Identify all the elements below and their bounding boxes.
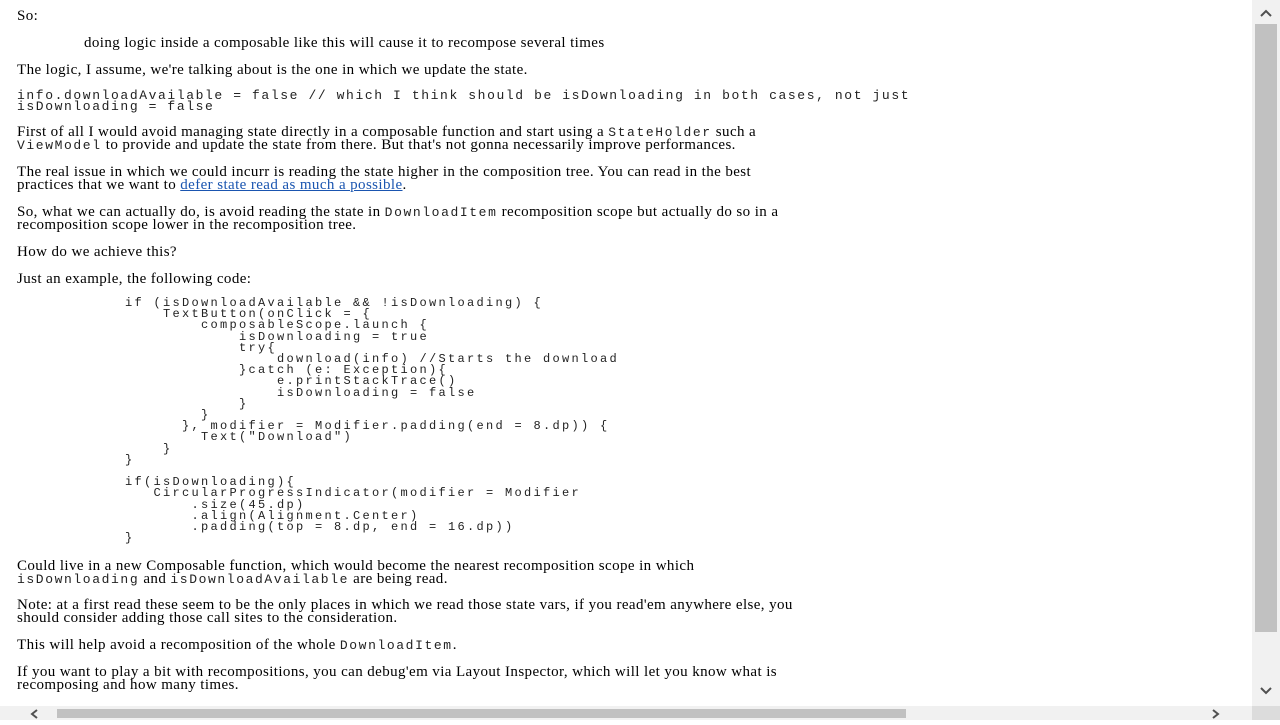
text: This will help avoid a recomposition of the whole	[17, 637, 340, 653]
defer-state-read-link[interactable]: defer state read as much a possible	[180, 177, 403, 193]
paragraph-first-line-2	[17, 139, 736, 152]
so-label: So:	[17, 8, 39, 24]
paragraph-logic: The logic, I assume, we're talking about is the one in which we update the state.	[17, 62, 528, 78]
scroll-down-arrow-icon[interactable]	[1258, 684, 1274, 698]
paragraph-real-line-1: The real issue in which we could incurr is reading the state higher in the composition tree. You can read in the best	[17, 164, 752, 180]
scroll-left-arrow-icon[interactable]	[28, 707, 44, 721]
code-downloaditem: DownloadItem	[384, 205, 498, 220]
code-isdownloadavailable: isDownloadAvailable	[170, 572, 350, 587]
paragraph-real-line-2	[17, 179, 407, 192]
code-isdownloading: isDownloading	[17, 572, 140, 587]
paragraph-could-line-2	[17, 573, 448, 586]
horizontal-scrollbar-thumb[interactable]	[57, 709, 906, 718]
text: are being read.	[349, 571, 448, 587]
scrollbar-corner	[1252, 706, 1280, 720]
inline-code-line-2: isDownloading = false	[17, 99, 215, 114]
paragraph-how: How do we achieve this?	[17, 244, 177, 260]
paragraph-play-line-2: recomposing and how many times.	[17, 677, 239, 693]
code-viewmodel: ViewModel	[17, 138, 102, 153]
code-stateholder: StateHolder	[608, 125, 712, 140]
paragraph-help	[17, 639, 457, 652]
text: First of all I would avoid managing state directly in a composable function and start using a	[17, 124, 609, 140]
text: to provide and update the state from there. But that's not gonna necessarily improve performances.	[101, 137, 736, 153]
blockquote: doing logic inside a composable like this will cause it to recompose several times	[84, 35, 605, 51]
scroll-right-arrow-icon[interactable]	[1208, 707, 1224, 721]
text: .	[452, 637, 457, 653]
paragraph-note-line-1: Note: at a first read these seem to be the only places in which we read those state vars, if you read'em anywhere else, you	[17, 597, 793, 613]
inline-code-line-1: info.downloadAvailable = false // which I think should be isDownloading in both cases, not just	[17, 88, 911, 103]
code-downloaditem: DownloadItem	[339, 638, 453, 653]
text: such a	[711, 124, 757, 140]
paragraph-example: Just an example, the following code:	[17, 271, 252, 287]
text: and	[139, 571, 171, 587]
paragraph-play-line-1: If you want to play a bit with recompositions, you can debug'em via Layout Inspector, which will let you know what is	[17, 664, 778, 680]
scroll-up-arrow-icon[interactable]	[1258, 6, 1274, 20]
code-block: if (isDownloadAvailable && !isDownloading) { TextButton(onClick = { composableScope.launch { isDownloading = true try{ download(info) //Starts the download }catch (e: Exception){ e.printStackTrace() isDownloading = false } } }, modifier = Modifier.padding(end = 8.dp)) { Text("Download") } } if(isDownloading){ CircularProgressIndicator(modifier = Modifier .size(45.dp) .align(Alignment.Center) .padding(top = 8.dp, end = 16.dp)) }	[125, 296, 620, 546]
text: practices that we want to	[17, 177, 181, 193]
paragraph-could-line-1: Could live in a new Composable function, which would become the nearest recomposition scope in which	[17, 558, 695, 574]
text: .	[402, 177, 407, 193]
text: So, what we can actually do, is avoid reading the state in	[17, 204, 385, 220]
vertical-scrollbar-thumb[interactable]	[1255, 24, 1277, 632]
paragraph-so-line-2: recomposition scope lower in the recomposition tree.	[17, 217, 357, 233]
paragraph-note-line-2: should consider adding those call sites to the consideration.	[17, 610, 398, 626]
text: recomposition scope but actually do so in a	[497, 204, 779, 220]
